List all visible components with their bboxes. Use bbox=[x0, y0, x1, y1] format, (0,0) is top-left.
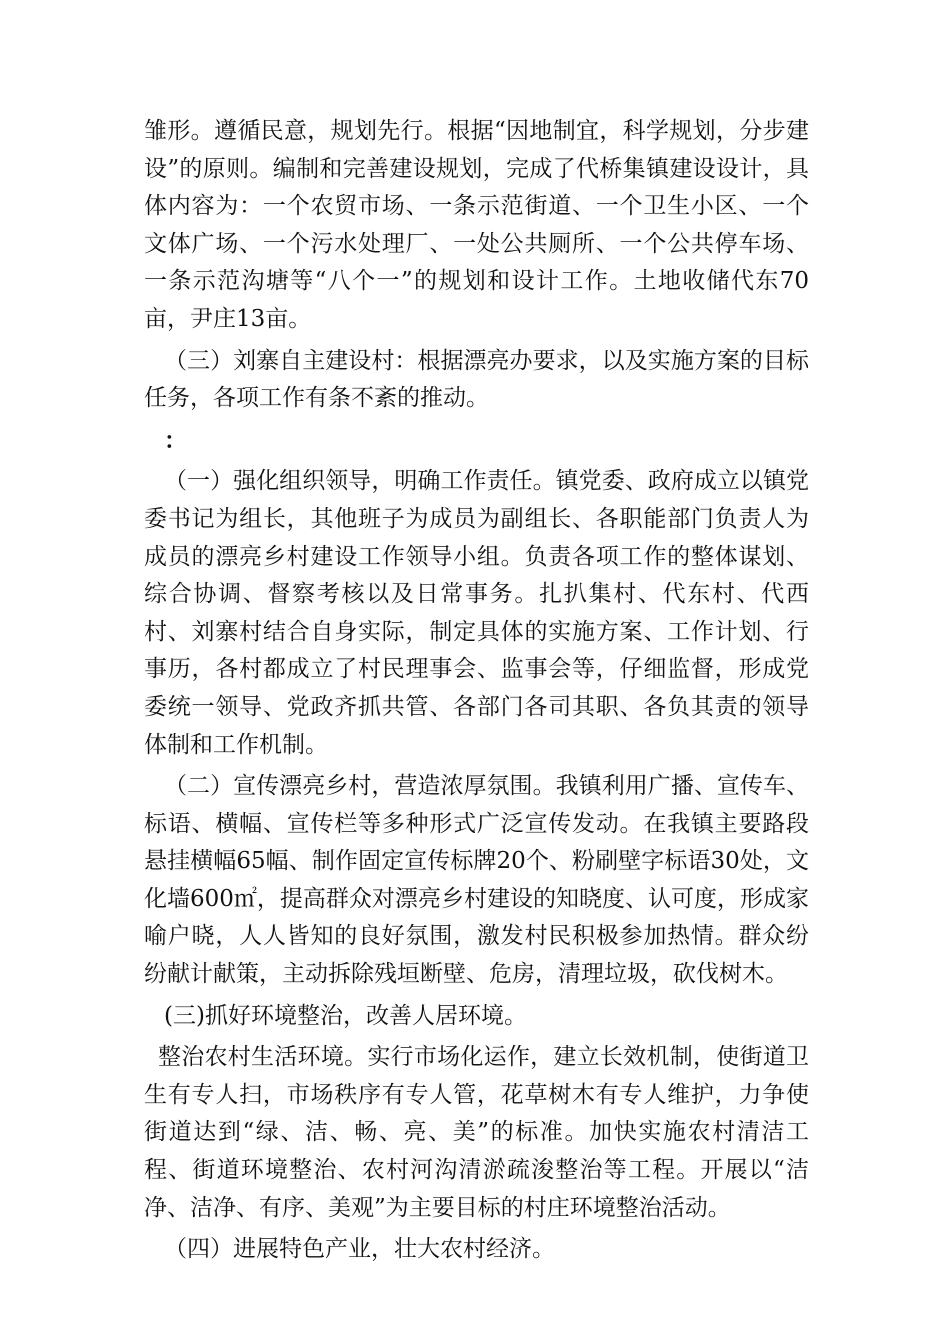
document-page bbox=[144, 113, 809, 1269]
paragraph-environment: 整治农村生活环境。实行市场化运作，建立长效机制，使街道卫生有专人扫，市场秩序有专人管，花草树木有专人维护，力争使街道达到“绿、洁、畅、亮、美”的标准。加快实施农村清洁工程、街道环境整治、农村河沟清淤疏浚整治等工程。开展以“洁净、洁净、有序、美观”为主要目标的村庄环境整治活动。 bbox=[144, 1044, 809, 1221]
paragraph-publicity: （二）宣传漂亮乡村，营造浓厚氛围。我镇利用广播、宣传车、标语、横幅、宣传栏等多种形式广泛宣传发动。在我镇主要路段悬挂横幅65幅、制作固定宣传标牌20个、粉刷壁字标语30处，文化墙600㎡，提高群众对漂亮乡村建设的知晓度、认可度，形成家喻户晓，人人皆知的良好氛围，激发村民积极参加热情。群众纷纷献计献策，主动拆除残垣断壁、危房，清理垃圾，砍伐树木。 bbox=[144, 773, 809, 988]
paragraph-environment-heading: (三)抓好环境整治，改善人居环境。 bbox=[164, 1002, 527, 1029]
paragraph-organization: （一）强化组织领导，明确工作责任。镇党委、政府成立以镇党委书记为组长，其他班子为成员为副组长、各职能部门负责人为成员的漂亮乡村建设工作领导小组。负责各项工作的整体谋划、综合协调、督察考核以及日常事务。扎扒集村、代东村、代西村、刘寨村结合自身实际，制定具体的实施方案、工作计划、行事历，各村都成立了村民理事会、监事会等，仔细监督，形成党委统一领导、党政齐抓共管、各部门各司其职、各负其责的领导体制和工作机制。 bbox=[144, 468, 809, 758]
colon-line: ： bbox=[164, 426, 187, 454]
paragraph-planning: 雏形。遵循民意，规划先行。根据“因地制宜，科学规划，分步建设”的原则。编制和完善建设规划，完成了代桥集镇建设设计，具体内容为：一个农贸市场、一条示范街道、一个卫生小区、一个文体广场、一个污水处理厂、一处公共厕所、一个公共停车场、一条示范沟塘等“八个一”的规划和设计工作。土地收储代东70亩，尹庄13亩。 bbox=[144, 118, 809, 332]
paragraph-industry-heading: （四）进展特色产业，壮大农村经济。 bbox=[164, 1236, 555, 1263]
paragraph-liuzhai-village: （三）刘寨自主建设村：根据漂亮办要求，以及实施方案的目标任务，各项工作有条不紊的推动。 bbox=[144, 347, 809, 412]
